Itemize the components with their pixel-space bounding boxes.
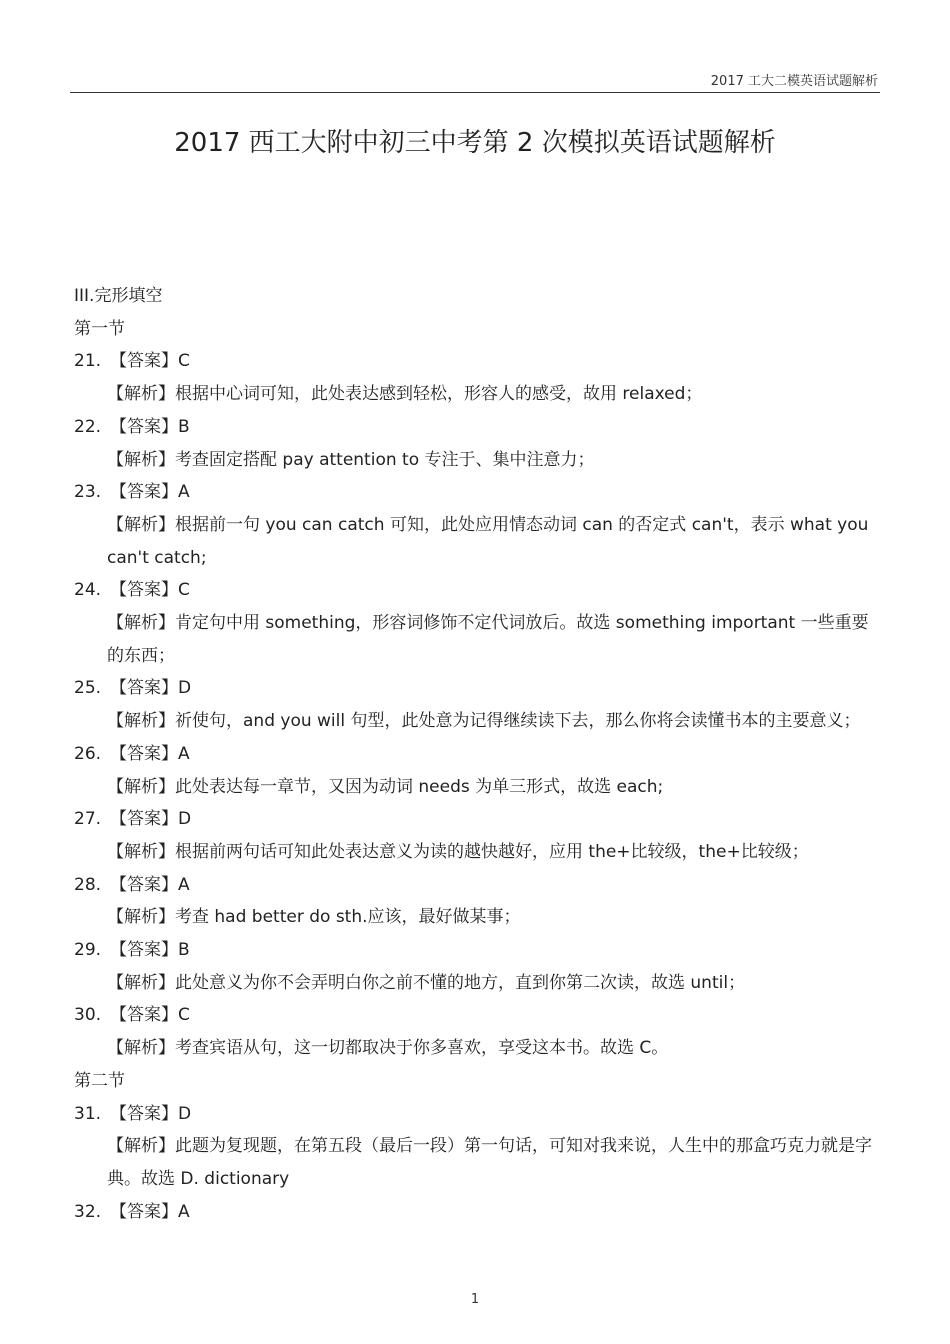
question-number: 25. (74, 678, 102, 699)
question-number: 24. (74, 580, 102, 601)
answer-line (74, 738, 884, 771)
answer-text: 【答案】D (110, 1103, 192, 1124)
question-number: 21. (74, 351, 102, 372)
answer-text: 【答案】D (110, 809, 192, 830)
answer-line (74, 476, 884, 509)
explanation-text: 【解析】祈使句，and you will 句型，此处意为记得继续读下去，那么你将会读懂书本的主要意义； (107, 711, 861, 732)
answer-text: 【答案】D (110, 678, 192, 699)
answer-line (74, 999, 884, 1032)
question-number: 26. (74, 743, 102, 764)
question-number: 23. (74, 482, 102, 503)
explanation-text: 【解析】根据前两句话可知此处表达意义为读的越快越好，应用 the+比较级，the+比较级； (107, 841, 809, 862)
document-body (74, 280, 884, 1228)
answer-line (74, 345, 884, 378)
page-number: 1 (470, 1292, 480, 1307)
question-number: 29. (74, 940, 102, 961)
section-heading: III.完形填空 (74, 286, 163, 306)
answer-text: 【答案】B (110, 940, 190, 961)
explanation-text: 【解析】考查固定搭配 pay attention to 专注于、集中注意力； (107, 449, 595, 470)
answer-text: 【答案】A (110, 482, 190, 503)
part-heading: 第二节 (74, 1070, 125, 1091)
explanation-text: 【解析】考查宾语从句，这一切都取决于你多喜欢，享受这本书。故选 C。 (107, 1038, 669, 1059)
explanation-text: 【解析】此处意义为你不会弄明白你之前不懂的地方，直到你第二次读，故选 until； (107, 972, 746, 993)
answer-line (74, 411, 884, 444)
question-number: 30. (74, 1005, 102, 1026)
question-number: 27. (74, 809, 102, 830)
question-number: 32. (74, 1201, 102, 1222)
answer-text: 【答案】C (110, 580, 190, 601)
answer-text: 【答案】A (110, 1201, 190, 1222)
answer-text: 【答案】A (110, 874, 190, 895)
explanation-text: 【解析】考查 had better do sth.应该，最好做某事； (107, 907, 521, 928)
running-header: 2017 工大二模英语试题解析 (710, 74, 878, 89)
explanation-text: 【解析】肯定句中用 something，形容词修饰不定代词放后。故选 something important 一些重要的东西； (107, 613, 869, 666)
answer-line (74, 934, 884, 967)
explanation-text: 【解析】此题为复现题，在第五段（最后一段）第一句话，可知对我来说，人生中的那盒巧克力就是字典。故选 D. dictionary (107, 1136, 872, 1189)
explanation-text: 【解析】此处表达每一章节，又因为动词 needs 为单三形式，故选 each; (107, 776, 664, 797)
answer-line (74, 869, 884, 902)
part-heading: 第一节 (74, 318, 125, 339)
answer-line (74, 672, 884, 705)
explanation-text: 【解析】根据前一句 you can catch 可知，此处应用情态动词 can 的否定式 can't，表示 what you can't catch; (107, 514, 869, 568)
question-number: 31. (74, 1103, 102, 1124)
explanation-text: 【解析】根据中心词可知，此处表达感到轻松，形容人的感受，故用 relaxed； (107, 384, 703, 405)
answer-text: 【答案】C (110, 1005, 190, 1026)
answer-line (74, 574, 884, 607)
answer-text: 【答案】B (110, 416, 190, 437)
header-divider (70, 92, 880, 93)
question-number: 22. (74, 416, 102, 437)
question-number: 28. (74, 874, 102, 895)
answer-line (74, 1098, 884, 1131)
answer-text: 【答案】A (110, 743, 190, 764)
document-title: 2017 西工大附中初三中考第 2 次模拟英语试题解析 (174, 128, 776, 158)
answer-line (74, 803, 884, 836)
answer-text: 【答案】C (110, 351, 190, 372)
answer-line (74, 1196, 884, 1229)
